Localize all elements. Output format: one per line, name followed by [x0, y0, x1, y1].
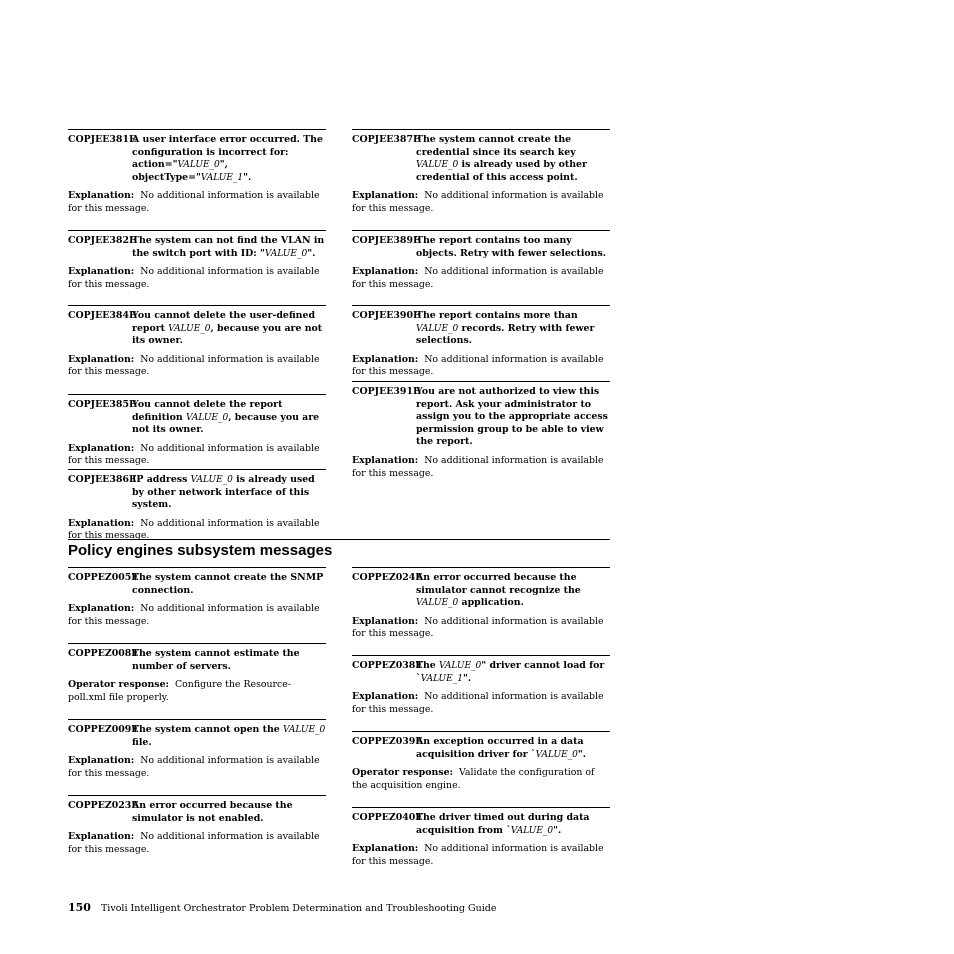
message-text	[132, 724, 326, 749]
explanation-label: Explanation:	[68, 603, 135, 615]
page-number: 150	[68, 901, 91, 914]
explanation-body: No additional information is available for this message.	[68, 517, 320, 542]
message-code: COPJEE384E	[68, 310, 137, 321]
message-text-segment: The system can not find the VLAN in the switch port with ID: "	[132, 235, 325, 259]
message-text	[416, 812, 610, 837]
explanation-label: Explanation:	[352, 843, 419, 855]
message-explanation	[352, 354, 610, 379]
explanation-label: Operator response:	[352, 767, 453, 779]
message-explanation	[68, 831, 326, 856]
explanation-label: Explanation:	[68, 755, 135, 767]
message-code: COPJEE389E	[352, 235, 421, 246]
message-entry	[68, 567, 326, 628]
message-entry	[352, 129, 610, 216]
message-text-segment: ".	[553, 824, 562, 836]
explanation-body: No additional information is available for this message.	[68, 755, 320, 779]
message-text	[132, 399, 326, 437]
explanation-label: Explanation:	[352, 615, 419, 627]
message-text	[132, 648, 326, 673]
message-code: COPJEE381E	[68, 134, 137, 145]
message-text-segment: ".	[243, 171, 252, 183]
message-entry	[68, 230, 326, 291]
message-text-segment: records. Retry with fewer selections.	[416, 322, 595, 347]
message-header	[68, 399, 326, 437]
message-explanation	[68, 443, 326, 468]
message-header	[68, 800, 326, 825]
explanation-body: No additional information is available for this message.	[352, 454, 604, 479]
message-text-segment: The system cannot estimate the number of servers.	[132, 648, 300, 672]
message-text	[132, 310, 326, 348]
message-header	[68, 134, 326, 184]
message-code: COPJEE391E	[352, 386, 421, 397]
explanation-body: Configure the Resource-poll.xml file properly.	[68, 679, 292, 703]
explanation-label: Explanation:	[68, 442, 135, 454]
message-text-segment: ".	[307, 247, 316, 259]
message-text-segment: The report contains too many objects. Retry with fewer selections.	[416, 235, 607, 259]
variable-placeholder: VALUE_0	[264, 248, 308, 259]
message-header	[352, 736, 610, 761]
explanation-body: No additional information is available for this message.	[68, 603, 320, 627]
message-text-segment: The system cannot create the SNMP connection.	[132, 572, 324, 596]
explanation-label: Explanation:	[352, 353, 419, 365]
message-header	[352, 310, 610, 348]
message-explanation	[68, 603, 326, 628]
message-text-segment: , because you are not its owner.	[132, 322, 323, 347]
explanation-label: Explanation:	[352, 190, 419, 202]
message-code: COPPEZ040E	[352, 812, 423, 823]
variable-placeholder: VALUE_0	[177, 160, 220, 171]
message-explanation	[68, 755, 326, 780]
variable-placeholder: VALUE_0	[535, 749, 578, 760]
message-text	[132, 572, 326, 597]
message-text-segment: ", objectType="	[132, 159, 228, 183]
message-code: COPPEZ024E	[352, 572, 423, 583]
message-text-segment: An error occurred because the simulator cannot recognize the	[416, 572, 581, 596]
variable-placeholder: VALUE_1	[200, 172, 244, 183]
message-header	[352, 812, 610, 837]
message-entry	[68, 305, 326, 379]
message-entry	[68, 129, 326, 216]
message-text	[416, 572, 610, 610]
message-header	[352, 572, 610, 610]
message-text	[132, 800, 326, 825]
message-explanation	[352, 691, 610, 716]
explanation-body: No additional information is available for this message.	[352, 190, 604, 214]
message-text-segment: The driver timed out during data acquisition from `	[416, 812, 590, 836]
message-entry	[68, 643, 326, 704]
message-header	[68, 235, 326, 260]
message-text-segment: IP address	[132, 474, 191, 485]
message-entry	[352, 381, 610, 480]
message-header	[68, 648, 326, 673]
message-entry	[68, 795, 326, 856]
message-entry	[352, 567, 610, 641]
explanation-body: No additional information is available for this message.	[352, 691, 604, 715]
variable-placeholder: VALUE_0	[416, 598, 459, 609]
explanation-label: Explanation:	[352, 454, 419, 466]
explanation-label: Operator response:	[68, 679, 169, 691]
message-text-segment: The	[416, 660, 440, 671]
variable-placeholder: VALUE_1	[420, 673, 463, 684]
explanation-body: Validate the configuration of the acquisition engine.	[352, 767, 595, 791]
message-text-segment: ".	[462, 672, 472, 684]
message-header	[352, 386, 610, 449]
message-text	[132, 134, 326, 184]
message-text-segment: , because you are not its owner.	[132, 411, 320, 436]
message-explanation	[352, 843, 610, 868]
explanation-body: No additional information is available for this message.	[352, 843, 604, 867]
message-text	[416, 310, 610, 348]
explanation-label: Explanation:	[68, 831, 135, 843]
message-text	[416, 134, 610, 184]
message-header	[352, 660, 610, 685]
message-explanation	[352, 455, 610, 480]
message-entry	[352, 230, 610, 291]
message-header	[68, 474, 326, 512]
message-explanation	[352, 190, 610, 215]
message-code: COPJEE387E	[352, 134, 421, 145]
explanation-label: Explanation:	[68, 190, 135, 202]
variable-placeholder: VALUE_0	[283, 725, 326, 735]
variable-placeholder: VALUE_0	[190, 475, 233, 485]
explanation-label: Explanation:	[68, 266, 135, 278]
book-title: Tivoli Intelligent Orchestrator Problem Determination and Troubleshooting Guide	[100, 903, 497, 914]
message-text-segment: application.	[458, 597, 524, 609]
message-explanation	[68, 679, 326, 704]
message-entry	[352, 807, 610, 868]
page-footer	[68, 902, 496, 915]
message-explanation	[68, 266, 326, 291]
message-explanation	[352, 616, 610, 641]
message-text-segment: A user interface error occurred. The configuration is incorrect for: action="	[132, 134, 323, 171]
message-text-segment: ".	[577, 748, 587, 760]
message-entry	[352, 655, 610, 716]
message-text-segment: You cannot delete the report definition	[132, 399, 283, 423]
variable-placeholder: VALUE_0	[168, 323, 211, 334]
message-text-segment: An error occurred because the simulator is not enabled.	[132, 800, 293, 824]
message-text-segment: is already used by other network interface of this system.	[132, 474, 315, 511]
message-code: COPJEE386E	[68, 474, 137, 485]
message-explanation	[68, 354, 326, 379]
message-header	[68, 724, 326, 749]
message-text-segment: The system cannot open the	[132, 724, 283, 735]
message-text	[132, 235, 326, 260]
message-header	[352, 235, 610, 260]
message-text	[416, 736, 610, 761]
message-explanation	[352, 266, 610, 291]
message-entry	[352, 305, 610, 379]
message-code: COPJEE390E	[352, 310, 421, 321]
message-text	[416, 235, 610, 260]
message-text-segment: The report contains more than	[416, 310, 578, 321]
message-code: COPJEE382E	[68, 235, 137, 246]
explanation-body: No additional information is available for this message.	[68, 266, 320, 290]
explanation-body: No additional information is available for this message.	[352, 266, 604, 290]
message-code: COPPEZ009E	[68, 724, 139, 735]
variable-placeholder: VALUE_0	[416, 323, 459, 334]
message-text-segment: You are not authorized to view this report. Ask your administrator to assign you to the appropriate access permission group to be able to view the report.	[416, 386, 608, 448]
message-text	[416, 660, 610, 685]
variable-placeholder: VALUE_0	[439, 661, 482, 671]
explanation-body: No additional information is available for this message.	[68, 353, 320, 378]
variable-placeholder: VALUE_0	[416, 160, 459, 171]
message-entry	[68, 719, 326, 780]
message-code: COPPEZ039E	[352, 736, 423, 747]
explanation-body: No additional information is available for this message.	[68, 831, 320, 855]
explanation-body: No additional information is available for this message.	[68, 190, 320, 214]
message-header	[68, 310, 326, 348]
message-text-segment: You cannot delete the user-defined report	[132, 310, 316, 334]
variable-placeholder: VALUE_0	[185, 412, 229, 423]
variable-placeholder: VALUE_0	[510, 825, 554, 836]
message-text	[416, 386, 610, 449]
message-code: COPPEZ023E	[68, 800, 139, 811]
message-code: COPPEZ008E	[68, 648, 139, 659]
message-text-segment: " driver cannot load for `	[416, 660, 605, 684]
message-text-segment: An exception occurred in a data acquisition driver for `	[416, 736, 584, 760]
message-code: COPPEZ005E	[68, 572, 139, 583]
message-text-segment: The system cannot create the credential since its search key	[416, 134, 576, 158]
message-explanation	[68, 190, 326, 215]
message-header	[352, 134, 610, 184]
message-text-segment: file.	[132, 736, 152, 748]
message-header	[68, 572, 326, 597]
section-title: Policy engines subsystem messages	[68, 539, 610, 560]
message-text	[132, 474, 326, 512]
explanation-label: Explanation:	[352, 691, 419, 703]
explanation-body: No additional information is available for this message.	[352, 615, 604, 640]
message-text-segment: is already used by other credential of this access point.	[416, 159, 587, 183]
message-code: COPJEE385E	[68, 399, 137, 410]
message-entry	[68, 394, 326, 468]
message-entry	[352, 731, 610, 792]
explanation-body: No additional information is available for this message.	[68, 442, 320, 467]
explanation-label: Explanation:	[68, 353, 135, 365]
message-explanation	[352, 767, 610, 792]
message-code: COPPEZ038E	[352, 660, 423, 671]
message-entry	[68, 469, 326, 543]
explanation-body: No additional information is available for this message.	[352, 353, 604, 378]
explanation-label: Explanation:	[352, 266, 419, 278]
explanation-label: Explanation:	[68, 517, 135, 529]
